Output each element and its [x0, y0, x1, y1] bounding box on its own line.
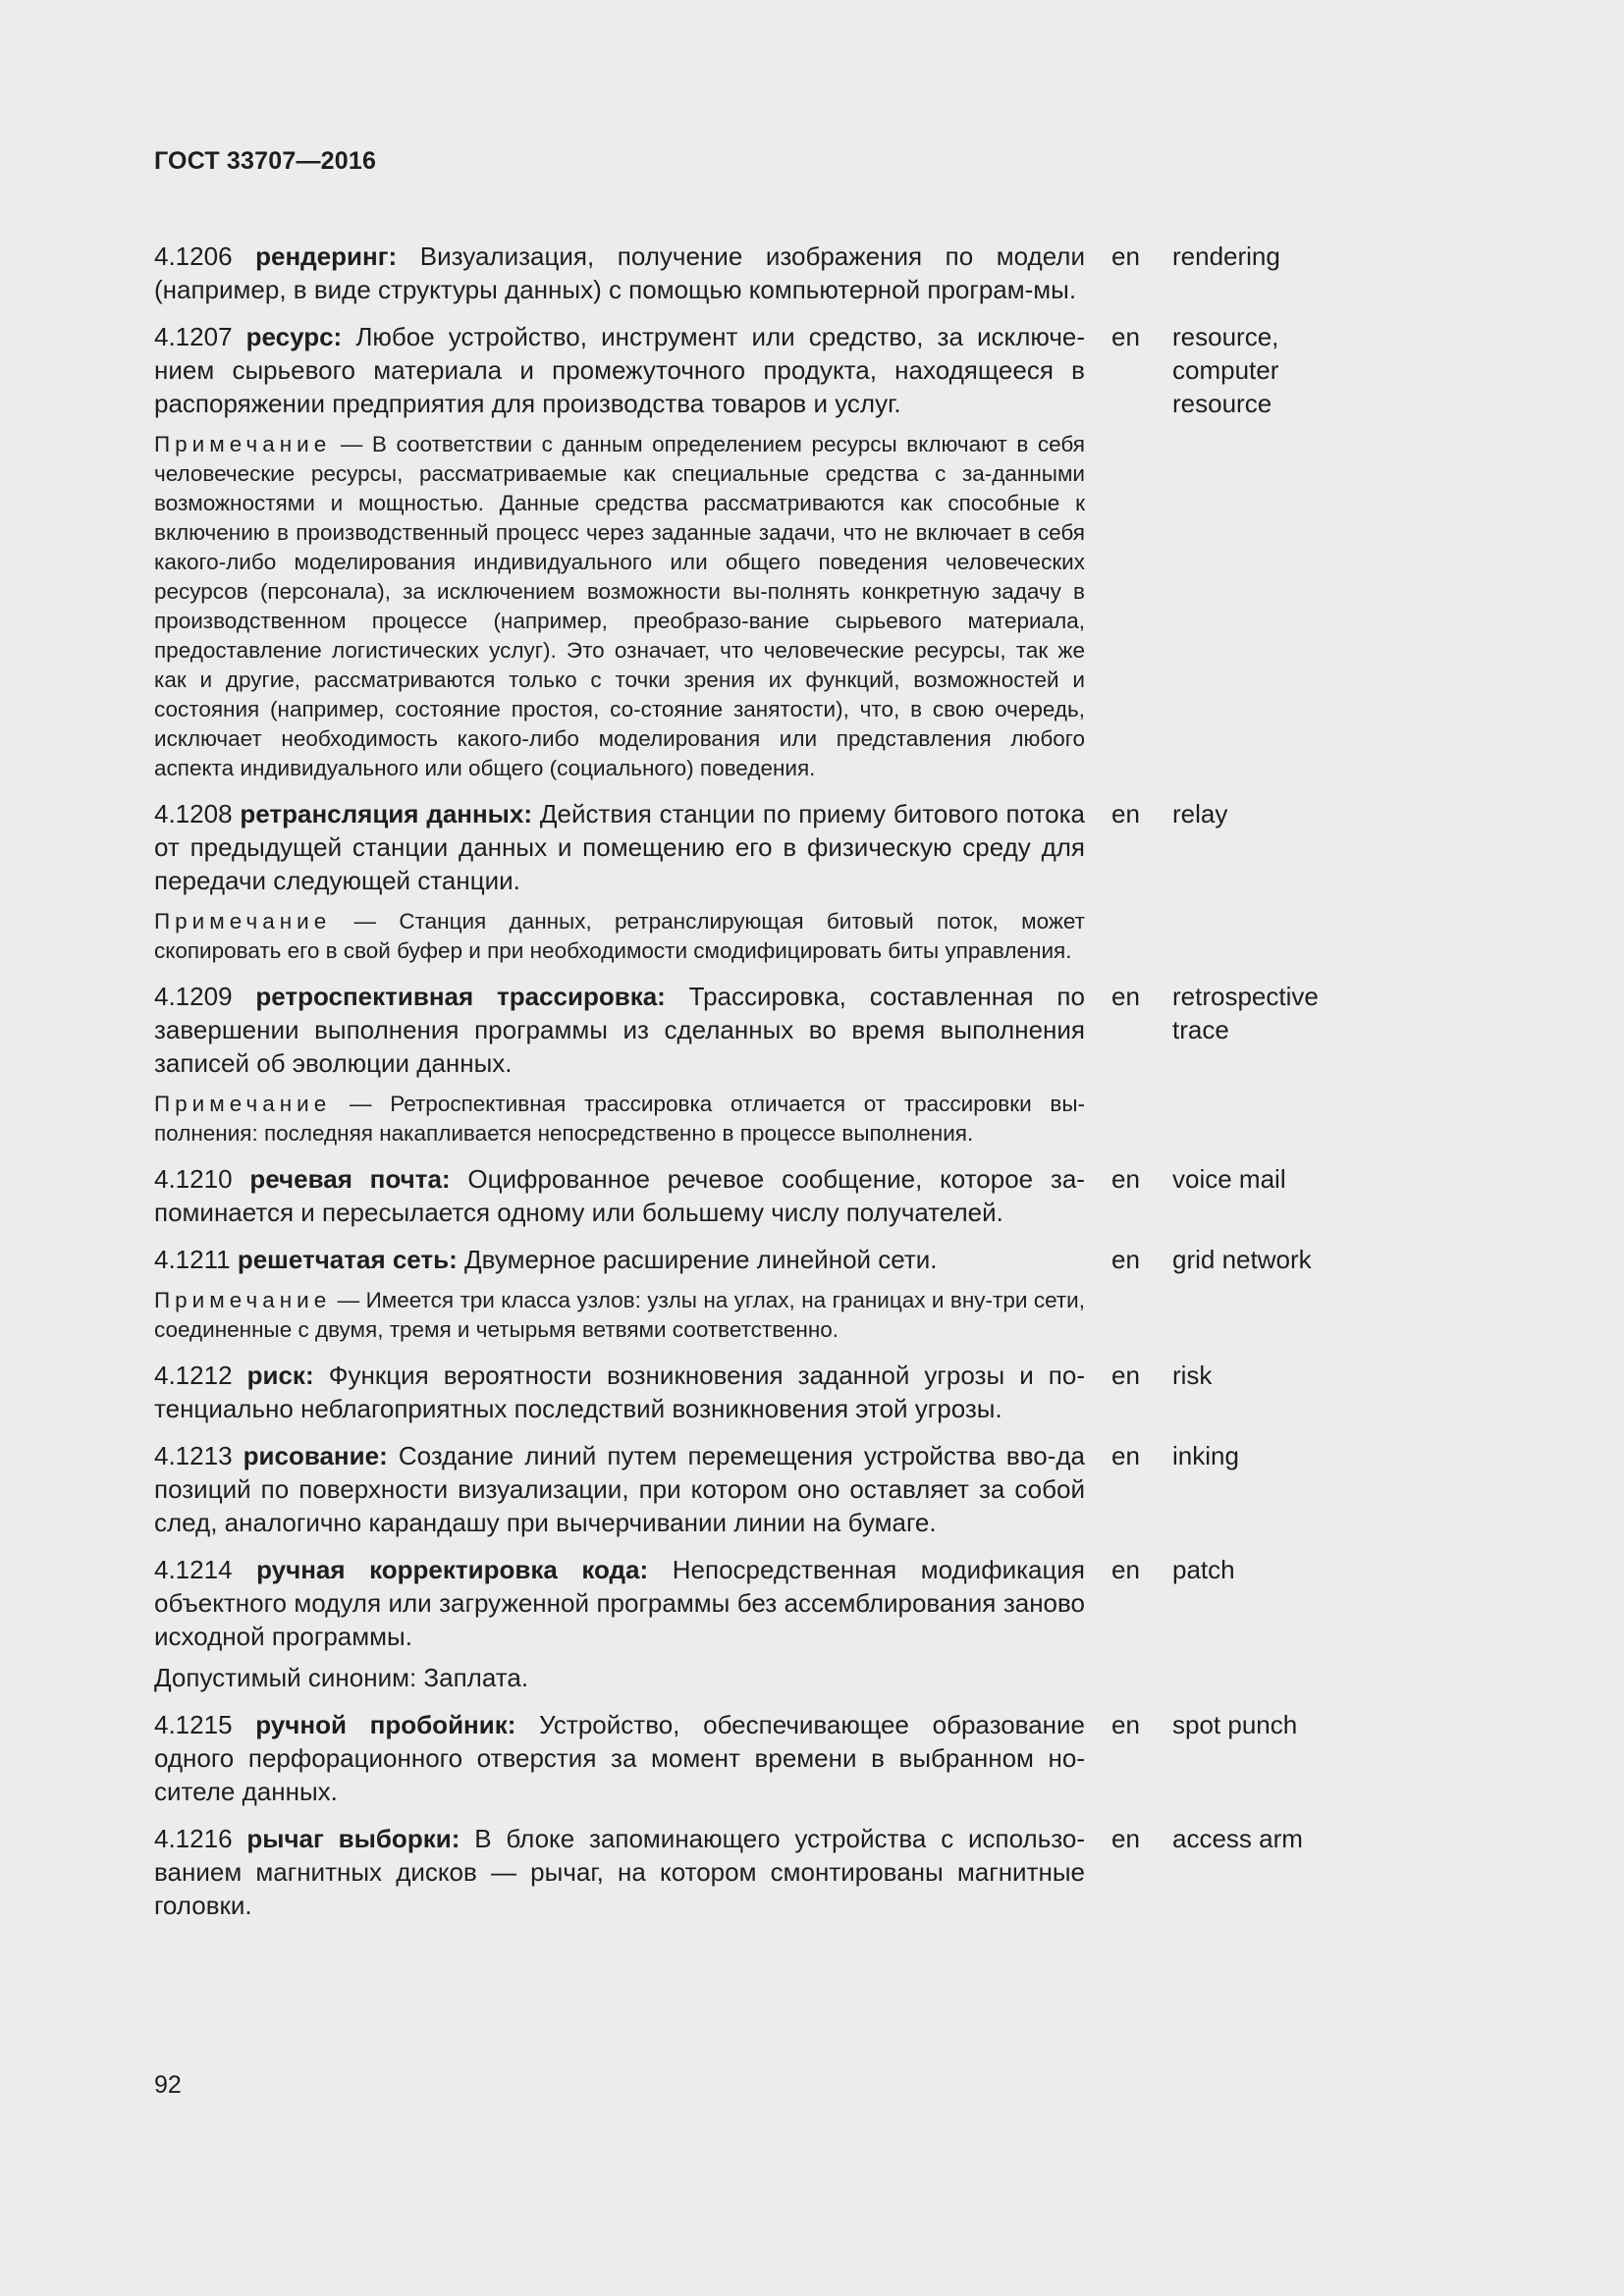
term-definition — [154, 1439, 1085, 1539]
definition-text: Создание линий путем перемещения устройства вво-да позиций по поверхности визуализации, при котором оно оставляет за собой след, аналогично карандашу при вычерчивании линии на бумаге. — [154, 1441, 1085, 1537]
term-entry-body — [154, 1822, 1085, 1922]
english-equivalent: patch — [1172, 1555, 1235, 1584]
term-name: решетчатая сеть: — [237, 1245, 458, 1274]
note-text: — В соответствии с данным определением ресурсы включают в себя человеческие ресурсы, рассматриваемые как специальные средства с за-данными возможностями и мощностью. Данные средства рассматриваются как способные к включению в производственный процесс через заданные задачи, что не включает в себя какого-либо моделирования индивидуального или общего поведения человеческих ресурсов (персонала), за исключением возможности вы-полнять конкретную задачу в производственном процессе (например, преобразо-вание сырьевого материала, предоставление логистических услуг). Это означает, что человеческие ресурсы, так же как и другие, рассматриваются только с точки зрения их функций, возможностей и состояния (например, состояние простоя, со-стояние занятости), что, в свою очередь, исключает необходимость какого-либо моделирования или представления любого аспекта индивидуального или общего (социального) поведения. — [154, 432, 1085, 780]
term-name: рисование: — [243, 1441, 388, 1470]
note-text: — Ретроспективная трассировка отличается от трассировки вы-полнения: последняя накапливается непосредственно в процессе выполнения. — [154, 1092, 1085, 1146]
term-number: 4.1207 — [154, 322, 233, 351]
term-entry — [154, 1708, 1431, 1808]
term-definition — [154, 1243, 1085, 1276]
term-entry — [154, 1439, 1431, 1539]
term-number: 4.1216 — [154, 1824, 233, 1853]
term-note — [154, 430, 1085, 783]
term-definition — [154, 1708, 1085, 1808]
term-name: рычаг выборки: — [246, 1824, 460, 1853]
english-equivalent: resource, computer resource — [1172, 322, 1279, 418]
term-definition — [154, 1162, 1085, 1229]
note-label: Примечание — [154, 1288, 332, 1312]
term-entry-body — [154, 320, 1085, 783]
term-entry-body — [154, 1553, 1085, 1694]
language-code: en — [1111, 982, 1140, 1011]
document-header: ГОСТ 33707—2016 — [154, 147, 377, 175]
term-entry — [154, 1243, 1431, 1345]
term-name: рендеринг: — [255, 241, 398, 271]
term-definition — [154, 320, 1085, 420]
term-entry — [154, 1553, 1431, 1694]
note-label: Примечание — [154, 909, 332, 934]
page-number: 92 — [154, 2071, 182, 2099]
language-code: en — [1111, 1710, 1140, 1739]
definition-text: Двумерное расширение линейной сети. — [464, 1245, 938, 1274]
term-entry — [154, 1822, 1431, 1922]
english-equivalent: relay — [1172, 799, 1228, 828]
term-entry-body — [154, 1359, 1085, 1425]
english-equivalent: inking — [1172, 1441, 1239, 1470]
language-code: en — [1111, 1164, 1140, 1194]
term-list — [154, 240, 1431, 1936]
definition-text: Любое устройство, инструмент или средство, за исключе-нием сырьевого материала и промежуточного продукта, находящееся в распоряжении предприятия для производства товаров и услуг. — [154, 322, 1085, 418]
term-name: ресурс: — [245, 322, 343, 351]
term-number: 4.1212 — [154, 1361, 233, 1390]
term-name: ретрансляция данных: — [240, 799, 533, 828]
term-entry — [154, 1359, 1431, 1425]
term-entry — [154, 980, 1431, 1148]
term-name: ретроспективная трассировка: — [255, 982, 666, 1011]
note-text: — Станция данных, ретранслирующая битовый поток, может скопировать его в свой буфер и при необходимости смодифицировать биты управления. — [154, 909, 1085, 963]
language-code: en — [1111, 322, 1140, 351]
definition-text: Оцифрованное речевое сообщение, которое за-поминается и пересылается одному или большему числу получателей. — [154, 1164, 1085, 1227]
term-entry-body — [154, 1708, 1085, 1808]
term-definition — [154, 240, 1085, 306]
language-code: en — [1111, 1361, 1140, 1390]
term-entry — [154, 240, 1431, 306]
note-label: Примечание — [154, 1092, 332, 1116]
note-label: Примечание — [154, 432, 332, 456]
term-entry — [154, 1162, 1431, 1229]
definition-text: В блоке запоминающего устройства с использо-ванием магнитных дисков — рычаг, на котором смонтированы магнитные головки. — [154, 1824, 1085, 1920]
definition-text: Трассировка, составленная по завершении выполнения программы из сделанных во время выполнения записей об эволюции данных. — [154, 982, 1085, 1078]
definition-text: Устройство, обеспечивающее образование одного перфорационного отверстия за момент времени в выбранном но-сителе данных. — [154, 1710, 1086, 1806]
english-equivalent: spot punch — [1172, 1710, 1298, 1739]
term-name: ручная корректировка кода: — [256, 1555, 649, 1584]
term-name: риск: — [246, 1361, 314, 1390]
language-code: en — [1111, 1555, 1140, 1584]
term-number: 4.1208 — [154, 799, 233, 828]
definition-text: Действия станции по приему битового потока от предыдущей станции данных и помещению его в физическую среду для передачи следующей станции. — [154, 799, 1085, 895]
term-definition — [154, 797, 1085, 897]
term-synonym: Допустимый синоним: Заплата. — [154, 1663, 529, 1692]
term-number: 4.1214 — [154, 1555, 233, 1584]
term-entry — [154, 320, 1431, 783]
term-entry-body — [154, 797, 1085, 966]
term-number: 4.1211 — [154, 1245, 231, 1274]
term-number: 4.1215 — [154, 1710, 233, 1739]
note-text: — Имеется три класса узлов: узлы на углах, на границах и вну-три сети, соединенные с двумя, тремя и четырьмя ветвями соответственно. — [154, 1288, 1085, 1342]
language-code: en — [1111, 799, 1140, 828]
term-note — [154, 1286, 1085, 1345]
term-definition — [154, 980, 1085, 1080]
language-code: en — [1111, 1441, 1140, 1470]
term-definition — [154, 1822, 1085, 1922]
term-name: речевая почта: — [249, 1164, 451, 1194]
language-code: en — [1111, 1245, 1140, 1274]
term-entry-body — [154, 1243, 1085, 1345]
definition-text: Непосредственная модификация объектного модуля или загруженной программы без ассемблирования заново исходной программы. — [154, 1555, 1086, 1651]
term-definition — [154, 1359, 1085, 1425]
term-name: ручной пробойник: — [255, 1710, 516, 1739]
language-code: en — [1111, 241, 1140, 271]
english-equivalent: access arm — [1172, 1824, 1303, 1853]
term-number: 4.1213 — [154, 1441, 233, 1470]
term-note — [154, 907, 1085, 966]
term-number: 4.1210 — [154, 1164, 233, 1194]
english-equivalent: voice mail — [1172, 1164, 1286, 1194]
term-entry-body — [154, 1439, 1085, 1539]
term-number: 4.1206 — [154, 241, 233, 271]
english-equivalent: grid network — [1172, 1245, 1312, 1274]
term-definition — [154, 1553, 1085, 1653]
term-number: 4.1209 — [154, 982, 233, 1011]
term-entry-body — [154, 980, 1085, 1148]
definition-text: Визуализация, получение изображения по модели (например, в виде структуры данных) с помощью компьютерной програм-мы. — [154, 241, 1085, 304]
language-code: en — [1111, 1824, 1140, 1853]
term-entry — [154, 797, 1431, 966]
definition-text: Функция вероятности возникновения заданной угрозы и по-тенциально неблагоприятных последствий возникновения этой угрозы. — [154, 1361, 1085, 1423]
term-note — [154, 1090, 1085, 1148]
english-equivalent: risk — [1172, 1361, 1213, 1390]
term-entry-body — [154, 1162, 1085, 1229]
term-entry-body — [154, 240, 1085, 306]
english-equivalent: retrospective trace — [1172, 982, 1319, 1044]
english-equivalent: rendering — [1172, 241, 1280, 271]
